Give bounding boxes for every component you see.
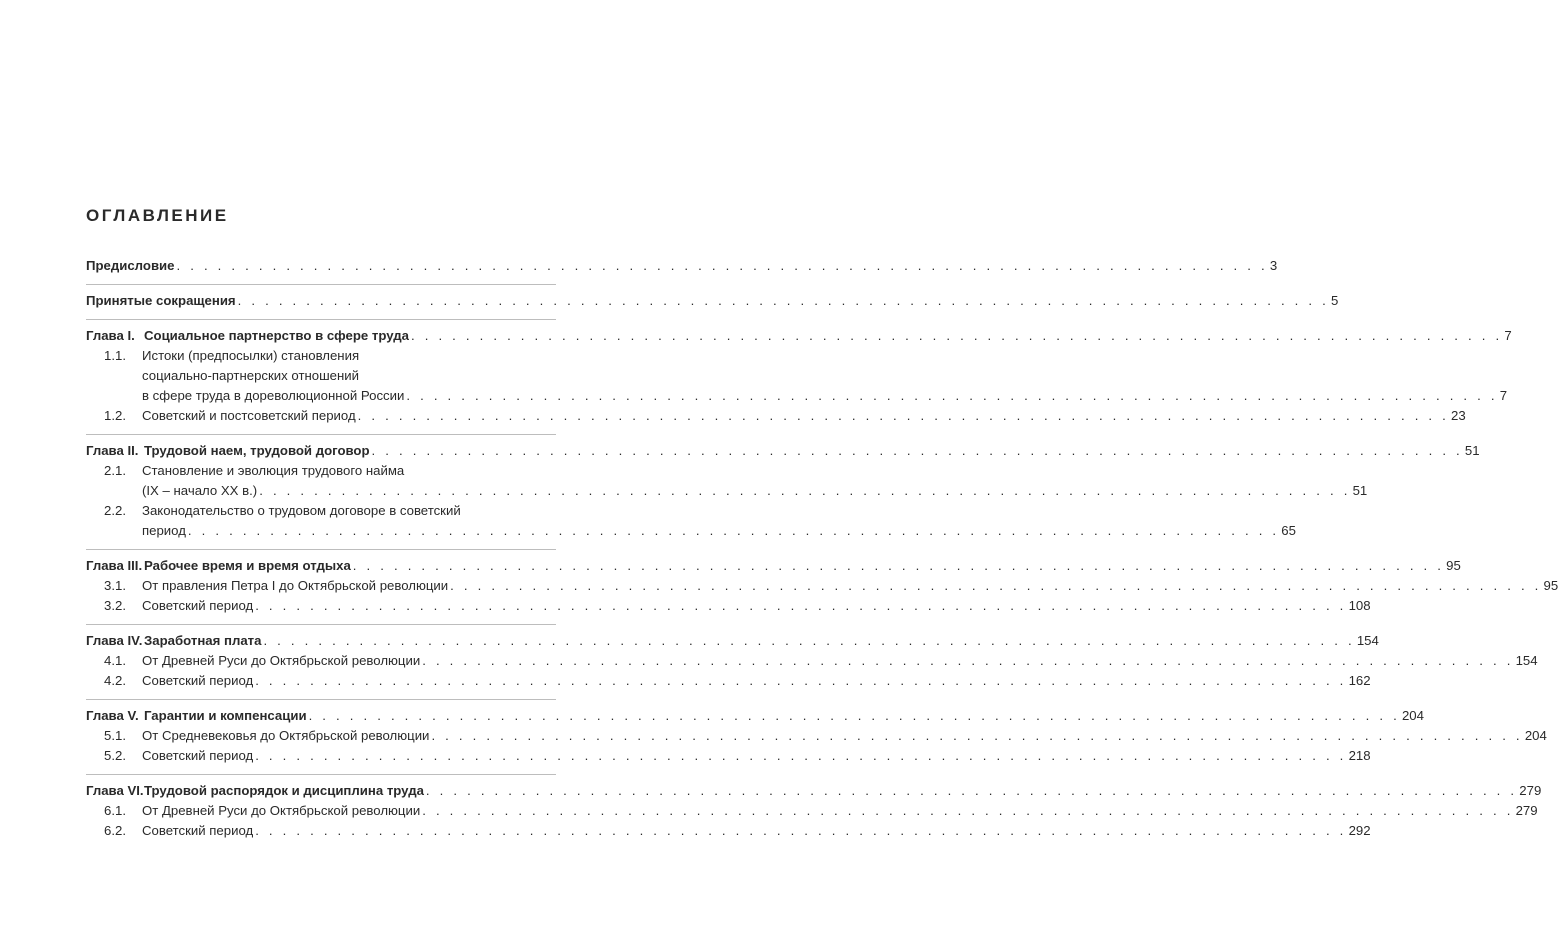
section-number: 4.2.	[104, 673, 126, 688]
section-number: 1.1.	[104, 348, 126, 363]
section-entry	[86, 726, 1547, 746]
dot-leader: . . . . . . . . . . . . . . . . . . . . . . . . . . . . . . . . . . . . . . . . . . . . . . . . . . . . . . . . . . . . . . . . . . . . . . . . . . . . . . . .	[352, 558, 1445, 573]
section-title-line: Советский период	[142, 673, 254, 688]
chapter-title: Трудовой наем, трудовой договор	[144, 443, 370, 458]
page-number: 218	[1348, 748, 1371, 763]
section-entry-line	[86, 366, 556, 386]
page-number: 5	[1331, 293, 1339, 308]
section-entry	[86, 386, 1508, 406]
page-number: 51	[1352, 483, 1368, 498]
section-title-line: От Древней Руси до Октябрьской революции	[142, 653, 421, 668]
section-number: 3.2.	[104, 598, 126, 613]
page-number: 51	[1464, 443, 1480, 458]
chapter-entry	[86, 556, 1461, 576]
page-number: 23	[1451, 408, 1466, 423]
section-entry	[86, 651, 1538, 671]
chapter-title: Гарантии и компенсации	[144, 708, 307, 723]
dot-leader: . . . . . . . . . . . . . . . . . . . . . . . . . . . . . . . . . . . . . . . . . . . . . . . . . . . . . . . . . . . . . . . . . . . . . . . . . . . . . . . .	[255, 598, 1347, 613]
section-title-line: Советский период	[142, 748, 254, 763]
section-entry	[86, 801, 1538, 821]
chapter-group	[86, 556, 1558, 616]
section-title-line: От Древней Руси до Октябрьской революции	[142, 803, 421, 818]
section-title-line: Истоки (предпосылки) становления	[142, 348, 360, 363]
section-entry	[86, 746, 1371, 766]
chapter-title: Рабочее время и время отдыха	[144, 558, 351, 573]
toc-entry	[86, 256, 1278, 276]
page-number: 95	[1543, 578, 1558, 593]
divider	[86, 284, 556, 285]
section-number: 1.2.	[104, 408, 126, 423]
dot-leader: . . . . . . . . . . . . . . . . . . . . . . . . . . . . . . . . . . . . . . . . . . . . . . . . . . . . . . . . . . . . . . . . . . . . . . . . . . . . . . . .	[422, 653, 1514, 668]
divider	[86, 549, 556, 550]
page-number: 279	[1515, 803, 1538, 818]
page-number: 7	[1504, 328, 1512, 343]
section-title-line: От Средневековья до Октябрьской революции	[142, 728, 430, 743]
page-number: 154	[1515, 653, 1538, 668]
chapter-group	[86, 441, 1480, 541]
chapter-number: Глава I.	[86, 328, 135, 343]
dot-leader: . . . . . . . . . . . . . . . . . . . . . . . . . . . . . . . . . . . . . . . . . . . . . . . . . . . . . . . . . . . . . . . . . . . . . . . . . . . . . . . .	[263, 633, 1355, 648]
dot-leader: . . . . . . . . . . . . . . . . . . . . . . . . . . . . . . . . . . . . . . . . . . . . . . . . . . . . . . . . . . . . . . . . . . . . . . . . . . . . . . . .	[187, 523, 1280, 538]
chapter-entry	[86, 326, 1512, 346]
dot-leader: . . . . . . . . . . . . . . . . . . . . . . . . . . . . . . . . . . . . . . . . . . . . . . . . . . . . . . . . . . . . . . . . . . . . . . . . . . . . . . . .	[308, 708, 1400, 723]
page-number: 204	[1401, 708, 1424, 723]
dot-leader: . . . . . . . . . . . . . . . . . . . . . . . . . . . . . . . . . . . . . . . . . . . . . . . . . . . . . . . . . . . . . . . . . . . . . . . . . . . . . . . .	[255, 673, 1347, 688]
dot-leader: . . . . . . . . . . . . . . . . . . . . . . . . . . . . . . . . . . . . . . . . . . . . . . . . . . . . . . . . . . . . . . . . . . . . . . . . . . . . . . . .	[237, 293, 1330, 308]
section-entry-line	[86, 346, 556, 366]
section-title-line: Советский период	[142, 598, 254, 613]
table-of-contents	[86, 256, 1558, 841]
section-number: 6.1.	[104, 803, 126, 818]
section-number: 4.1.	[104, 653, 126, 668]
section-entry	[86, 671, 1371, 691]
section-title-line: в сфере труда в дореволюционной России	[142, 388, 405, 403]
chapter-number: Глава V.	[86, 708, 139, 723]
section-number: 2.1.	[104, 463, 126, 478]
dot-leader: . . . . . . . . . . . . . . . . . . . . . . . . . . . . . . . . . . . . . . . . . . . . . . . . . . . . . . . . . . . . . . . . . . . . . . . . . . . . . . . .	[425, 783, 1518, 798]
chapter-title: Социальное партнерство в сфере труда	[144, 328, 409, 343]
dot-leader: . . . . . . . . . . . . . . . . . . . . . . . . . . . . . . . . . . . . . . . . . . . . . . . . . . . . . . . . . . . . . . . . . . . . . . . . . . . . . . . .	[410, 328, 1503, 343]
dot-leader: . . . . . . . . . . . . . . . . . . . . . . . . . . . . . . . . . . . . . . . . . . . . . . . . . . . . . . . . . . . . . . . . . . . . . . . . . . . . . . . .	[450, 578, 1542, 593]
page-number: 3	[1269, 258, 1278, 273]
section-title-line: (IX – начало XX в.)	[142, 483, 258, 498]
divider	[86, 624, 556, 625]
dot-leader: . . . . . . . . . . . . . . . . . . . . . . . . . . . . . . . . . . . . . . . . . . . . . . . . . . . . . . . . . . . . . . . . . . . . . . . . . . . . . . . .	[357, 408, 1450, 423]
section-number: 6.2.	[104, 823, 126, 838]
page-number: 204	[1524, 728, 1547, 743]
section-entry-line	[86, 461, 556, 481]
chapter-group	[86, 326, 1512, 426]
entry-title: Предисловие	[86, 258, 175, 273]
page-number: 279	[1519, 783, 1542, 798]
section-entry	[86, 576, 1558, 596]
page-number: 108	[1348, 598, 1371, 613]
section-entry	[86, 481, 1368, 501]
section-title-line: период	[142, 523, 186, 538]
section-number: 3.1.	[104, 578, 126, 593]
section-entry	[86, 406, 1466, 426]
section-title-line: Советский и постсоветский период	[142, 408, 356, 423]
chapter-group	[86, 631, 1538, 691]
section-title-line: Советский период	[142, 823, 254, 838]
chapter-title: Заработная плата	[144, 633, 262, 648]
dot-leader: . . . . . . . . . . . . . . . . . . . . . . . . . . . . . . . . . . . . . . . . . . . . . . . . . . . . . . . . . . . . . . . . . . . . . . . . . . . . . . . .	[176, 258, 1268, 273]
divider	[86, 699, 556, 700]
entry-title: Принятые сокращения	[86, 293, 236, 308]
dot-leader: . . . . . . . . . . . . . . . . . . . . . . . . . . . . . . . . . . . . . . . . . . . . . . . . . . . . . . . . . . . . . . . . . . . . . . . . . . . . . . . .	[255, 748, 1347, 763]
divider	[86, 434, 556, 435]
page-number: 162	[1348, 673, 1371, 688]
section-title-line: Становление и эволюция трудового найма	[142, 463, 405, 478]
chapter-entry	[86, 706, 1424, 726]
section-entry	[86, 821, 1371, 841]
section-entry	[86, 521, 1296, 541]
dot-leader: . . . . . . . . . . . . . . . . . . . . . . . . . . . . . . . . . . . . . . . . . . . . . . . . . . . . . . . . . . . . . . . . . . . . . . . . . . . . . . . .	[371, 443, 1463, 458]
dot-leader: . . . . . . . . . . . . . . . . . . . . . . . . . . . . . . . . . . . . . . . . . . . . . . . . . . . . . . . . . . . . . . . . . . . . . . . . . . . . . . . .	[422, 803, 1514, 818]
divider	[86, 774, 556, 775]
chapter-group	[86, 706, 1547, 766]
section-title-line: социально-партнерских отношений	[142, 368, 360, 383]
page-number: 65	[1281, 523, 1296, 538]
section-entry-line	[86, 501, 556, 521]
chapter-number: Глава III.	[86, 558, 143, 573]
chapter-number: Глава VI.	[86, 783, 144, 798]
section-number: 2.2.	[104, 503, 126, 518]
page-number: 292	[1348, 823, 1371, 838]
dot-leader: . . . . . . . . . . . . . . . . . . . . . . . . . . . . . . . . . . . . . . . . . . . . . . . . . . . . . . . . . . . . . . . . . . . . . . . . . . . . . . . .	[259, 483, 1351, 498]
section-title-line: Законодательство о трудовом договоре в советский	[142, 503, 461, 518]
dot-leader: . . . . . . . . . . . . . . . . . . . . . . . . . . . . . . . . . . . . . . . . . . . . . . . . . . . . . . . . . . . . . . . . . . . . . . . . . . . . . . . .	[431, 728, 1523, 743]
chapter-entry	[86, 631, 1379, 651]
chapter-entry	[86, 781, 1542, 801]
chapter-group	[86, 781, 1542, 841]
section-number: 5.2.	[104, 748, 126, 763]
section-entry	[86, 596, 1371, 616]
chapter-entry	[86, 441, 1480, 461]
section-title-line: От правления Петра I до Октябрьской революции	[142, 578, 449, 593]
divider	[86, 319, 556, 320]
toc-entry	[86, 291, 1339, 311]
page-number: 7	[1499, 388, 1508, 403]
chapter-number: Глава IV.	[86, 633, 143, 648]
chapter-number: Глава II.	[86, 443, 139, 458]
dot-leader: . . . . . . . . . . . . . . . . . . . . . . . . . . . . . . . . . . . . . . . . . . . . . . . . . . . . . . . . . . . . . . . . . . . . . . . . . . . . . . . .	[255, 823, 1347, 838]
toc-heading: ОГЛАВЛЕНИЕ	[86, 206, 229, 225]
page-number: 95	[1446, 558, 1461, 573]
dot-leader: . . . . . . . . . . . . . . . . . . . . . . . . . . . . . . . . . . . . . . . . . . . . . . . . . . . . . . . . . . . . . . . . . . . . . . . . . . . . . . . .	[406, 388, 1498, 403]
page-number: 154	[1356, 633, 1379, 648]
section-number: 5.1.	[104, 728, 126, 743]
chapter-title: Трудовой распорядок и дисциплина труда	[144, 783, 424, 798]
